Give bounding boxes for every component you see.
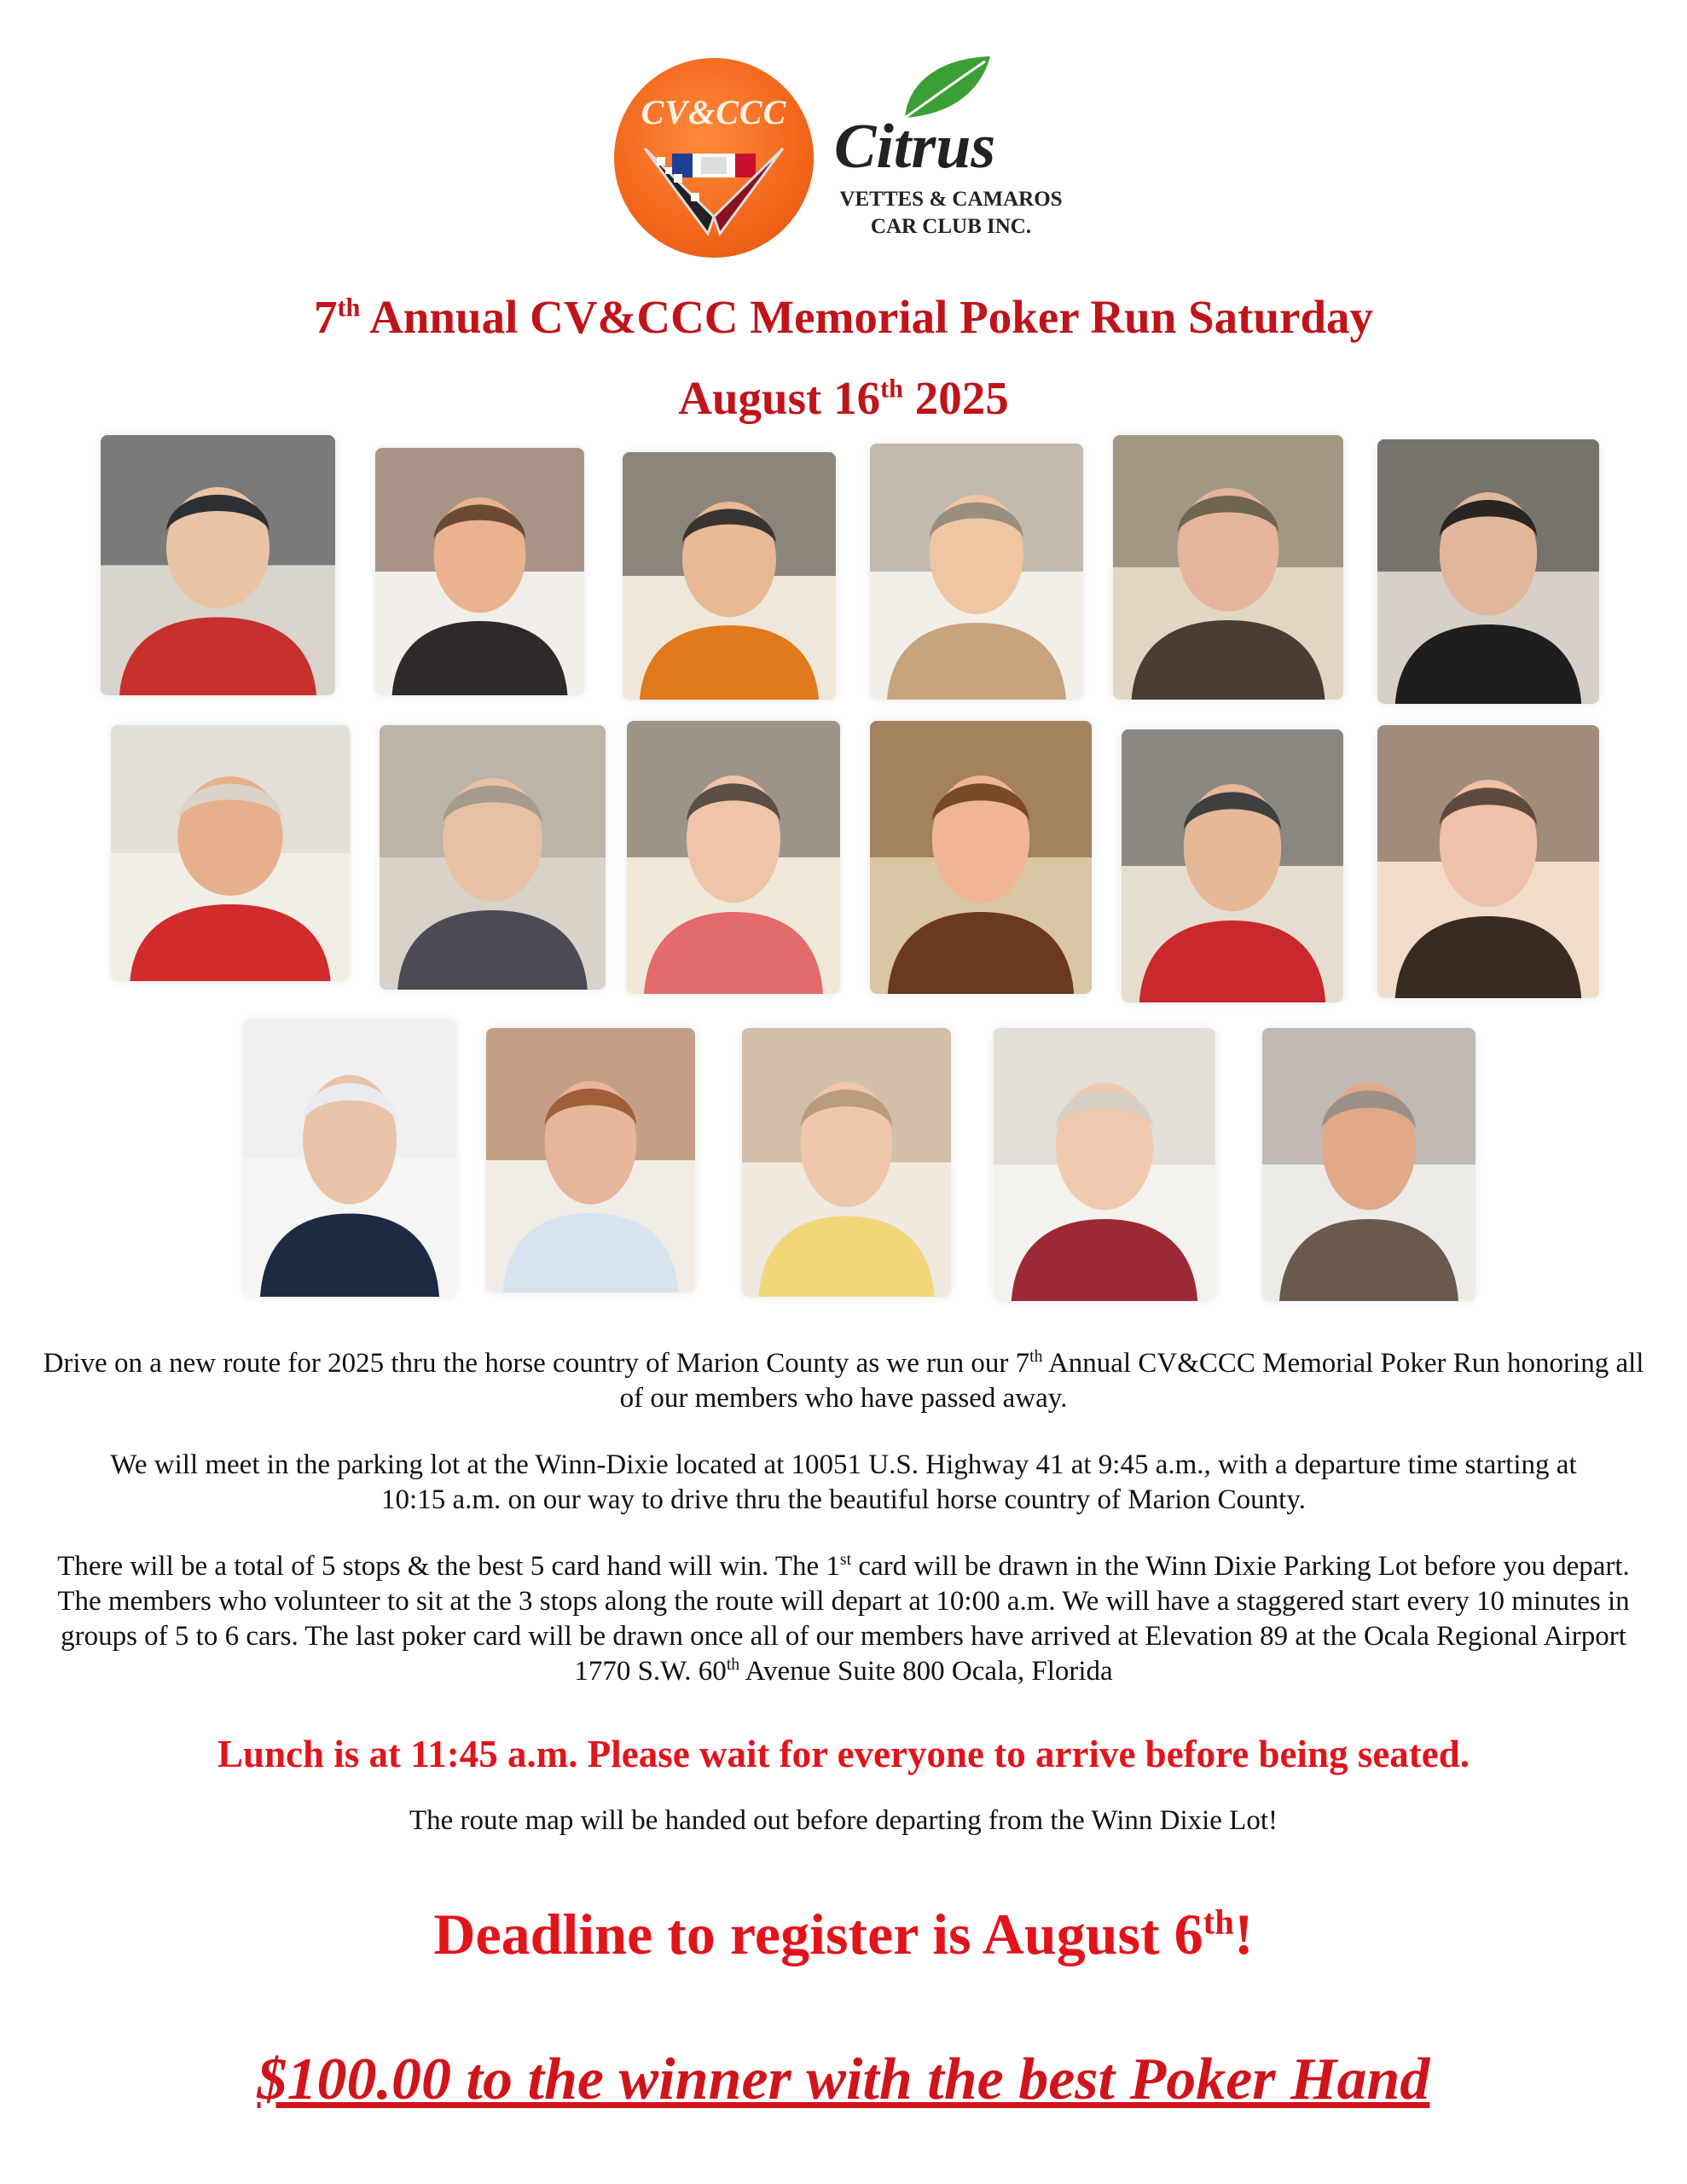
member-photo <box>1113 435 1343 700</box>
portrait-icon <box>870 444 1083 700</box>
portrait-icon <box>1262 1028 1475 1301</box>
member-photo <box>111 725 350 981</box>
member-photo <box>101 435 335 695</box>
crossed-flags-icon <box>640 140 788 242</box>
member-photo <box>380 725 606 990</box>
badge-text: CV&CCC <box>641 93 787 131</box>
portrait-icon <box>870 721 1092 994</box>
member-photo <box>1262 1028 1475 1301</box>
club-logo <box>614 51 1075 264</box>
prize-announcement: $100.00 to the winner with the best Poker Hand <box>257 2047 1430 2112</box>
brand-name: Citrus <box>834 112 996 182</box>
member-photo <box>870 444 1083 700</box>
portrait-icon <box>1122 729 1343 1002</box>
portrait-icon <box>243 1019 456 1297</box>
meeting-paragraph: We will meet in the parking lot at the Winn-Dixie located at 10051 U.S. Highway 41 at 9:45 a.m., with a departure time starting at 10:15 a.m. on our way to drive thru the beautiful horse country of Marion County. <box>110 1449 1577 1515</box>
portrait-icon <box>1113 435 1343 700</box>
member-photo <box>1377 725 1599 998</box>
member-photo <box>1377 439 1599 704</box>
member-photo <box>243 1019 456 1297</box>
member-photo <box>375 448 584 695</box>
route-map-note: The route map will be handed out before departing from the Winn Dixie Lot! <box>409 1805 1278 1836</box>
stops-paragraph: There will be a total of 5 stops & the best 5 card hand will win. The 1st card will be drawn in the Winn Dixie Parking Lot before you depart. The members who volunteer to sit at the 3 stops along the route will depart at 10:00 a.m. We will have a staggered start every 10 minutes in groups of 5 to 6 cars. The last poker card will be drawn once all of our members have arrived at Elevation 89 at the Ocala Regional Airport 1770 S.W. 60th Avenue Suite 800 Ocala, Florida <box>57 1550 1630 1687</box>
portrait-icon <box>994 1028 1215 1301</box>
portrait-icon <box>380 725 606 990</box>
portrait-icon <box>742 1028 951 1297</box>
portrait-icon <box>486 1028 695 1292</box>
member-photo <box>623 452 836 700</box>
intro-paragraph: Drive on a new route for 2025 thru the horse country of Marion County as we run our 7th Annual CV&CCC Memorial Poker Run honoring all of our members who have passed away. <box>43 1347 1644 1414</box>
registration-deadline: Deadline to register is August 6th! <box>433 1902 1254 1966</box>
member-photo <box>1122 729 1343 1002</box>
member-photo <box>994 1028 1215 1301</box>
brand-subtitle-line2: CAR CLUB INC. <box>870 215 1032 238</box>
portrait-icon <box>111 725 350 981</box>
member-photo <box>486 1028 695 1292</box>
portrait-icon <box>375 448 584 695</box>
member-photo <box>742 1028 951 1297</box>
event-title: 7th Annual CV&CCC Memorial Poker Run Saturday <box>313 291 1374 343</box>
portrait-icon <box>1377 439 1599 704</box>
portrait-icon <box>1377 725 1599 998</box>
brand-subtitle-line1: VETTES & CAMAROS <box>839 188 1063 211</box>
portrait-icon <box>101 435 335 695</box>
portrait-icon <box>623 452 836 700</box>
lunch-notice: Lunch is at 11:45 a.m. Please wait for everyone to arrive before being seated. <box>217 1733 1470 1775</box>
event-date: August 16th 2025 <box>678 372 1009 424</box>
portrait-icon <box>627 721 840 994</box>
cvccc-badge <box>614 58 814 258</box>
member-photo <box>627 721 840 994</box>
member-photo <box>870 721 1092 994</box>
